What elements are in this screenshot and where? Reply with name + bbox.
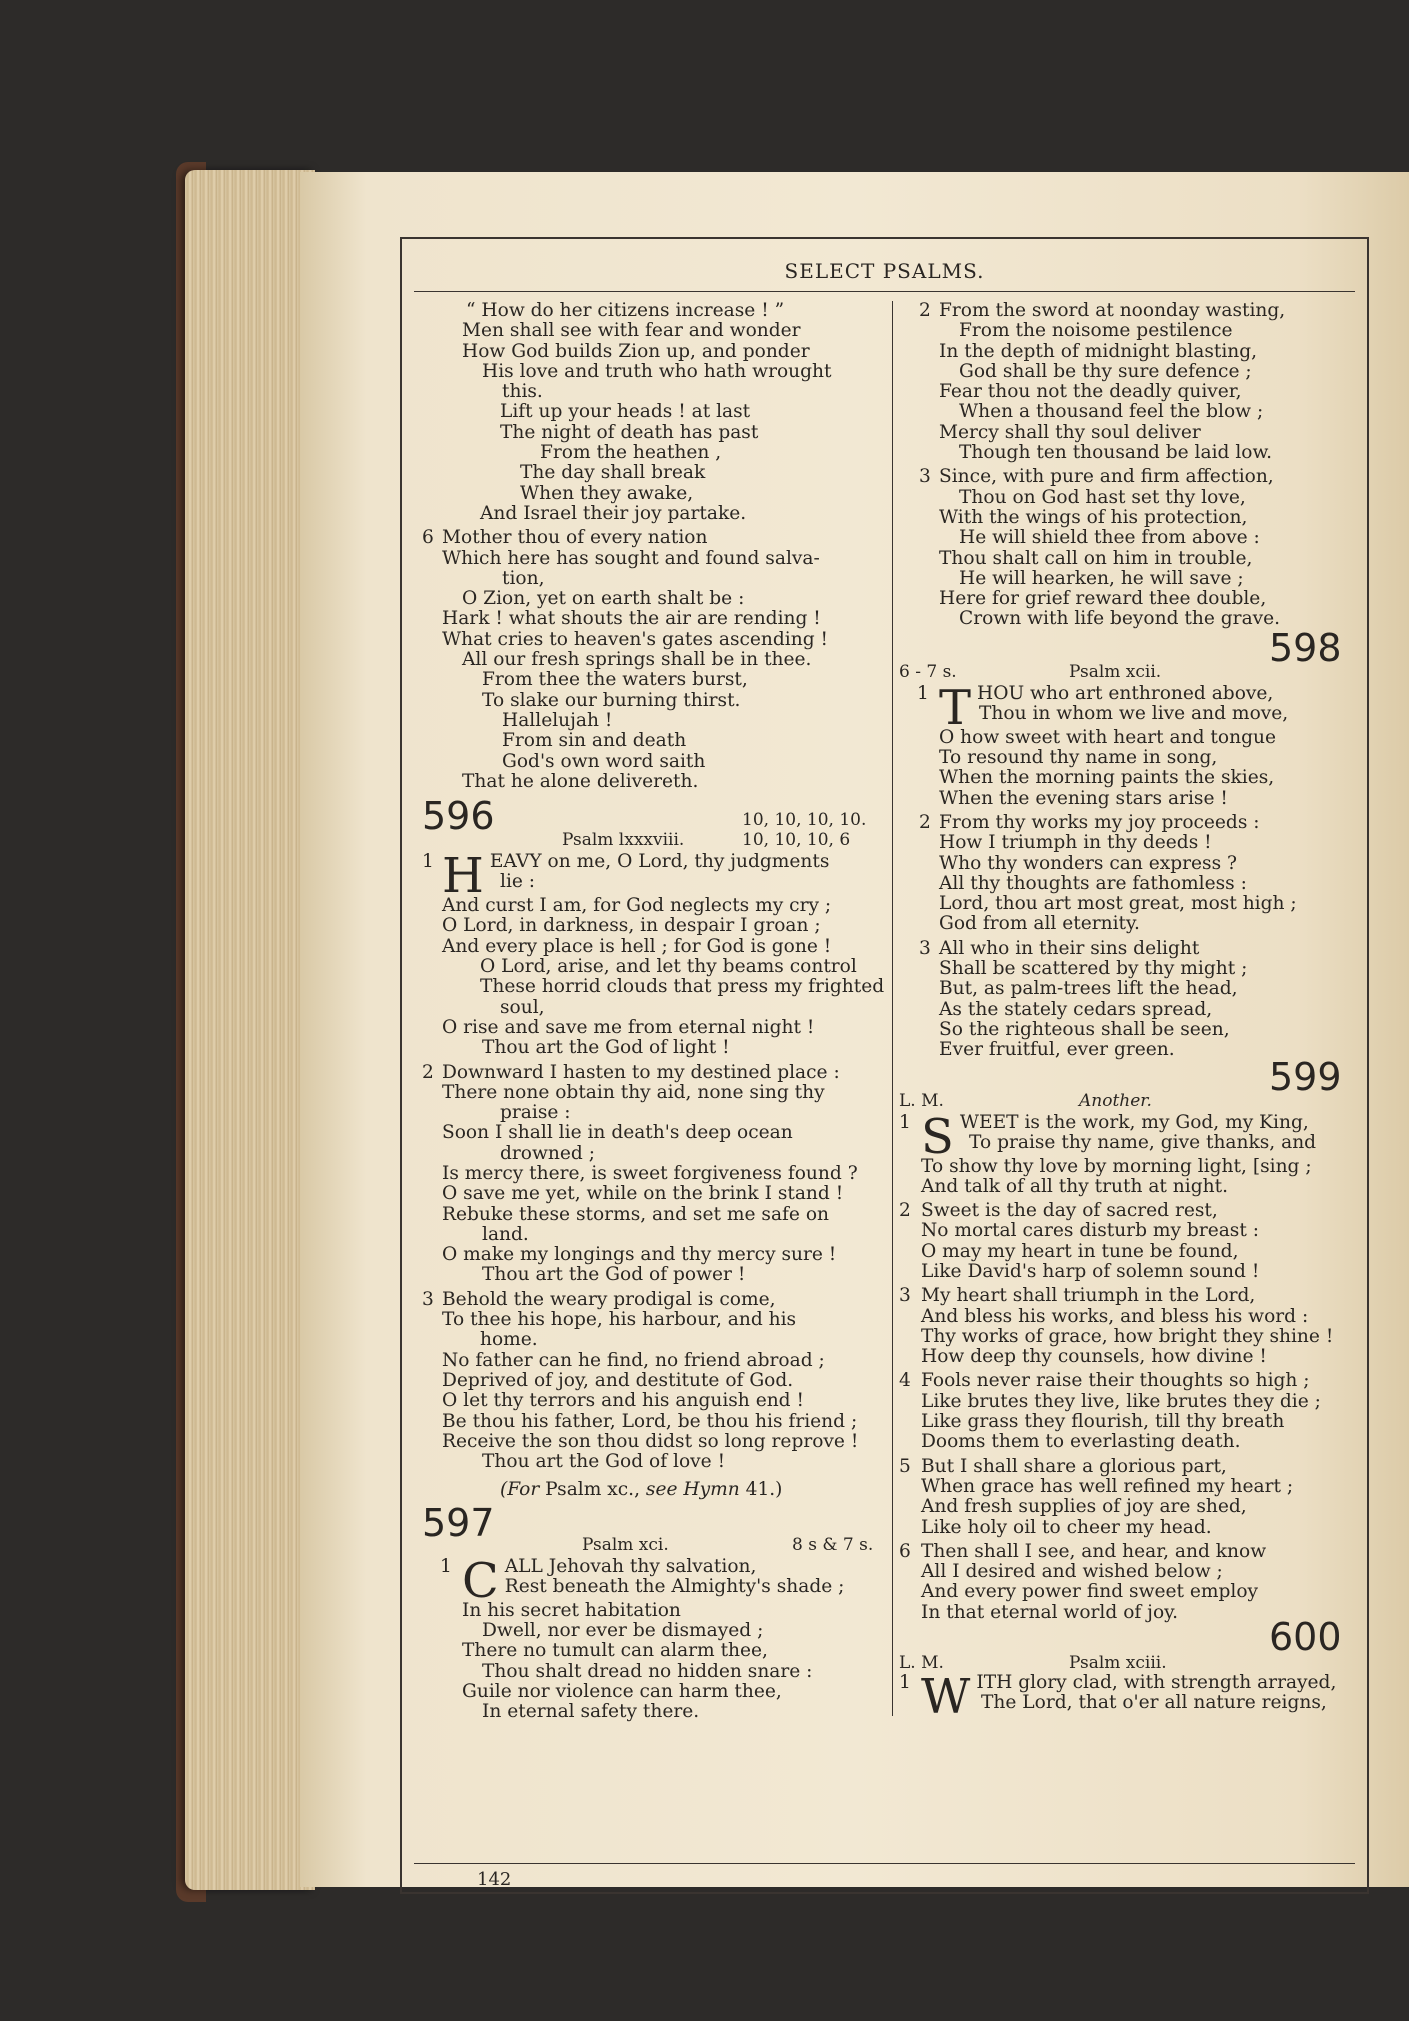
verse-line: O Zion, yet on earth shalt be :: [462, 588, 745, 610]
verse-line: lie :: [500, 871, 536, 893]
stanza-number: 3: [919, 937, 931, 959]
verse-line: Rebuke these storms, and set me safe on: [442, 1203, 830, 1225]
verse-line: His love and truth who hath wrought: [482, 360, 832, 382]
verse-line: But I shall share a glorious part,: [921, 1455, 1227, 1477]
verse-line: And Israel their joy partake.: [480, 502, 747, 524]
verse-line: From sin and death: [502, 730, 687, 752]
verse-line: Dooms them to everlasting death.: [921, 1431, 1241, 1453]
stanza-number: 3: [899, 1285, 911, 1307]
verse-line: ITH glory clad, with strength arrayed,: [976, 1672, 1337, 1694]
verse-line: God's own word saith: [502, 750, 706, 772]
verse-line: Though ten thousand be laid low.: [959, 442, 1273, 464]
stanza-number: 1: [899, 1111, 911, 1133]
stanza-number: 4: [899, 1370, 911, 1392]
verse-line: These horrid clouds that press my frighted: [480, 976, 885, 998]
drop-cap: T: [939, 679, 972, 736]
verse-line: In his secret habitation: [462, 1599, 681, 1621]
verse-line: To resound thy name in song,: [939, 747, 1218, 769]
verse-line: From the sword at noonday wasting,: [939, 300, 1286, 321]
stanza-number: 1: [422, 851, 434, 873]
verse-line: Dwell, nor ever be dismayed ;: [482, 1620, 764, 1642]
verse-line: WEET is the work, my God, my King,: [959, 1111, 1309, 1133]
right-column: [899, 300, 1354, 1726]
verse-line: When they awake,: [520, 482, 694, 504]
verse-line: All thy thoughts are fathomless :: [939, 872, 1247, 894]
continuation-lines: [422, 301, 884, 524]
verse-line: Is mercy there, is sweet forgiveness found ?: [442, 1162, 858, 1184]
verse-line: O Lord, arise, and let thy beams control: [480, 956, 857, 978]
stanza-6: [422, 528, 884, 792]
verse-line: From thy works my joy proceeds :: [939, 811, 1260, 833]
column-divider: [892, 301, 893, 1716]
hymn-number: 600: [1269, 1615, 1342, 1660]
verse-line: Like grass they flourish, till thy breath: [921, 1411, 1285, 1433]
verse-line: All our fresh springs shall be in thee.: [462, 649, 812, 671]
verse-line: Receive the son thou didst so long reprove !: [442, 1430, 859, 1452]
meter: 10, 10, 10, 6: [742, 830, 851, 851]
stanza-number: 1: [899, 1672, 911, 1694]
hymn-599-stanza-6: [899, 1542, 1354, 1623]
verse-line: What cries to heaven's gates ascending !: [442, 628, 828, 650]
stanza-number: 2: [919, 811, 931, 833]
verse-line: “ How do her citizens increase ! ”: [466, 300, 785, 321]
psalm-reference: Psalm xciii.: [1069, 1653, 1167, 1674]
verse-line: praise :: [500, 1102, 571, 1124]
verse-line: All I desired and wished below ;: [921, 1561, 1223, 1583]
verse-line: Thou art the God of power !: [482, 1264, 746, 1286]
verse-line: Thou art the God of light !: [482, 1037, 730, 1059]
verse-line: When grace has well refined my heart ;: [921, 1475, 1294, 1497]
hymn-596-heading: [422, 794, 884, 852]
verse-line: Then shall I see, and hear, and know: [921, 1540, 1267, 1562]
meter: L. M.: [899, 1653, 944, 1674]
meter: 6 - 7 s.: [899, 661, 957, 682]
verse-line: And bless his works, and bless his word :: [921, 1305, 1309, 1327]
verse-line: Behold the weary prodigal is come,: [442, 1288, 776, 1310]
verse-line: But, as palm-trees lift the head,: [939, 978, 1238, 1000]
meter: 8 s & 7 s.: [792, 1534, 874, 1555]
verse-line: The Lord, that o'er all nature reigns,: [981, 1692, 1327, 1714]
hymn-number: 599: [1269, 1054, 1342, 1099]
page-edges: [185, 170, 315, 1890]
verse-line: He will hearken, he will save ;: [959, 567, 1244, 589]
verse-line: Fools never raise their thoughts so high ;: [921, 1370, 1310, 1392]
verse-line: Sweet is the day of sacred rest,: [921, 1200, 1218, 1222]
verse-line: And curst I am, for God neglects my cry ;: [442, 895, 832, 917]
hymn-598-heading: [899, 625, 1354, 684]
hymn-597-heading: [422, 1500, 884, 1557]
verse-line: God shall be thy sure defence ;: [959, 360, 1252, 382]
verse-line: Mercy shall thy soul deliver: [939, 421, 1201, 443]
verse-line: And every place is hell ; for God is gone !: [442, 935, 832, 957]
verse-line: Ever fruitful, ever green.: [939, 1039, 1175, 1061]
stanza-number: 2: [422, 1061, 434, 1083]
verse-line: Here for grief reward thee double,: [939, 588, 1267, 610]
verse-line: Fear thou not the deadly quiver,: [939, 381, 1242, 403]
verse-line: Like brutes they live, like brutes they die ;: [921, 1390, 1321, 1412]
hymn-number: 598: [1269, 625, 1342, 670]
verse-line: Hallelujah !: [502, 709, 613, 731]
verse-line: EAVY on me, O Lord, thy judgments: [489, 851, 830, 873]
verse-line: That he alone delivereth.: [462, 770, 699, 792]
stanza-number: 1: [917, 682, 929, 704]
verse-line: And fresh supplies of joy are shed,: [921, 1496, 1247, 1518]
verse-line: My heart shall triumph in the Lord,: [921, 1285, 1256, 1307]
verse-line: To slake our burning thirst.: [482, 689, 741, 711]
verse-line: The night of death has past: [500, 421, 759, 443]
verse-line: O let thy terrors and his anguish end !: [442, 1390, 804, 1412]
verse-line: From the noisome pestilence: [959, 320, 1233, 342]
hymn-596-stanza-2: [422, 1063, 884, 1286]
verse-line: Shall be scattered by thy might ;: [939, 958, 1248, 980]
psalm-reference: Psalm xci.: [582, 1534, 669, 1555]
verse-line: Thou on God hast set thy love,: [959, 486, 1246, 508]
verse-line: drowned ;: [500, 1142, 595, 1164]
verse-line: There no tumult can alarm thee,: [462, 1640, 768, 1662]
stanza-number: 3: [422, 1288, 434, 1310]
drop-cap: S: [921, 1108, 954, 1165]
verse-line: ALL Jehovah thy salvation,: [504, 1555, 757, 1577]
verse-line: And talk of all thy truth at night.: [921, 1175, 1228, 1197]
verse-line: O how sweet with heart and tongue: [939, 726, 1276, 748]
verse-line: this.: [502, 381, 543, 403]
verse-line: soul,: [500, 996, 545, 1018]
stanza-number: 6: [422, 527, 434, 549]
hymn-599-heading: [899, 1054, 1354, 1113]
hymn-599-stanza-5: [899, 1457, 1354, 1538]
verse-line: In the depth of midnight blasting,: [939, 340, 1258, 362]
hymn-number: 597: [422, 1500, 495, 1545]
verse-line: Men shall see with fear and wonder: [462, 320, 801, 342]
verse-line: Deprived of joy, and destitute of God.: [442, 1369, 794, 1391]
page-frame: [400, 237, 1369, 1894]
verse-line: Lift up your heads ! at last: [500, 401, 751, 423]
page-number: 142: [477, 1869, 512, 1890]
verse-line: Be thou his father, Lord, be thou his friend ;: [442, 1410, 858, 1432]
stanza-number: 2: [919, 300, 931, 321]
hymn-596-stanza-3: [422, 1290, 884, 1473]
verse-line: Like holy oil to cheer my head.: [921, 1516, 1212, 1538]
verse-line: O make my longings and thy mercy sure !: [442, 1244, 837, 1266]
meter: 10, 10, 10, 10.: [742, 810, 867, 831]
verse-line: O Lord, in darkness, in despair I groan ;: [442, 915, 821, 937]
hymn-598-stanza-1: [899, 679, 1354, 809]
drop-cap: C: [462, 1552, 499, 1609]
hymn-597-stanza-1: [422, 1552, 884, 1723]
verse-line: The day shall break: [520, 462, 706, 484]
hymn-599-stanza-2: [899, 1201, 1354, 1282]
verse-line: And every power find sweet employ: [921, 1581, 1259, 1603]
running-header: SELECT PSALMS.: [784, 259, 985, 283]
stanza-number: 5: [899, 1455, 911, 1477]
verse-line: He will shield thee from above :: [959, 527, 1260, 549]
cross-reference-note: (For Psalm xc., see Hymn 41.): [500, 1479, 783, 1501]
hymn-599-stanza-1: [899, 1108, 1354, 1198]
hymn-597-stanza-3: [899, 467, 1354, 629]
drop-cap: H: [442, 848, 484, 905]
verse-line: So the righteous shall be seen,: [939, 1018, 1230, 1040]
verse-line: To thee his hope, his harbour, and his: [442, 1309, 797, 1331]
header-rule: [414, 291, 1355, 292]
verse-line: Which here has sought and found salva-: [442, 547, 820, 569]
verse-line: There none obtain thy aid, none sing thy: [442, 1081, 825, 1103]
verse-line: In eternal safety there.: [482, 1701, 700, 1723]
verse-line: To praise thy name, give thanks, and: [969, 1131, 1317, 1153]
hymn-598-stanza-3: [899, 939, 1354, 1061]
hymn-596-stanza-1: [422, 848, 885, 1059]
meter: L. M.: [899, 1090, 944, 1111]
verse-line: No father can he find, no friend abroad ;: [442, 1349, 825, 1371]
verse-line: Soon I shall lie in death's deep ocean: [442, 1122, 793, 1144]
hymn-number: 596: [422, 794, 495, 839]
stanza-number: 2: [899, 1200, 911, 1222]
verse-line: To show thy love by morning light, [sing ;: [921, 1155, 1312, 1177]
verse-line: O save me yet, while on the brink I stand !: [442, 1183, 844, 1205]
verse-line: O may my heart in tune be found,: [921, 1240, 1239, 1262]
verse-line: When the morning paints the skies,: [939, 767, 1275, 789]
stanza-number: 6: [899, 1540, 911, 1562]
verse-line: Hark ! what shouts the air are rending !: [442, 608, 821, 630]
verse-line: Downward I hasten to my destined place :: [442, 1061, 840, 1083]
verse-line: How deep thy counsels, how divine !: [921, 1346, 1267, 1368]
verse-line: As the stately cedars spread,: [939, 998, 1213, 1020]
verse-line: Thou shalt dread no hidden snare :: [482, 1660, 813, 1682]
hymn-599-stanza-4: [899, 1371, 1354, 1452]
verse-line: How I triumph in thy deeds !: [939, 832, 1212, 854]
verse-line: Thy works of grace, how bright they shine !: [921, 1325, 1334, 1347]
hymn-600-stanza-1: [899, 1669, 1354, 1726]
drop-cap: W: [921, 1669, 971, 1726]
verse-line: Lord, thou art most great, most high ;: [939, 893, 1297, 915]
verse-line: Thou art the God of love !: [482, 1451, 726, 1473]
verse-line: Thou in whom we live and move,: [979, 703, 1289, 725]
stanza-number: 3: [919, 466, 931, 488]
verse-line: All who in their sins delight: [939, 937, 1200, 959]
hymn-title: Another.: [1079, 1090, 1152, 1111]
verse-line: tion,: [502, 567, 545, 589]
verse-line: In that eternal world of joy.: [921, 1601, 1179, 1623]
verse-line: home.: [480, 1329, 538, 1351]
verse-line: With the wings of his protection,: [939, 506, 1248, 528]
left-column: [422, 301, 884, 1723]
verse-line: O rise and save me from eternal night !: [442, 1016, 815, 1038]
verse-line: God from all eternity.: [939, 913, 1140, 935]
stanza-number: 1: [440, 1555, 452, 1577]
hymn-600-heading: [899, 1615, 1354, 1674]
hymn-597-stanza-2: [899, 301, 1354, 463]
hymn-598-stanza-2: [899, 813, 1354, 935]
hymn-599-stanza-3: [899, 1286, 1354, 1367]
verse-line: Since, with pure and firm affection,: [939, 466, 1274, 488]
verse-line: No mortal cares disturb my breast :: [921, 1220, 1260, 1242]
verse-line: Mother thou of every nation: [442, 527, 708, 549]
verse-line: From the heathen ,: [540, 442, 722, 464]
verse-line: Like David's harp of solemn sound !: [921, 1260, 1260, 1282]
verse-line: When the evening stars arise !: [939, 787, 1228, 809]
psalm-reference: Psalm xcii.: [1069, 661, 1162, 682]
verse-line: How God builds Zion up, and ponder: [462, 340, 810, 362]
psalm-reference: Psalm lxxxviii.: [562, 830, 685, 851]
verse-line: HOU who art enthroned above,: [977, 682, 1274, 704]
verse-line: Guile nor violence can harm thee,: [462, 1680, 782, 1702]
verse-line: land.: [482, 1223, 529, 1245]
verse-line: When a thousand feel the blow ;: [959, 401, 1264, 423]
verse-line: Crown with life beyond the grave.: [959, 608, 1281, 630]
verse-line: From thee the waters burst,: [482, 669, 748, 691]
verse-line: Who thy wonders can express ?: [939, 852, 1238, 874]
verse-line: Rest beneath the Almighty's shade ;: [504, 1576, 845, 1598]
verse-line: Thou shalt call on him in trouble,: [939, 547, 1253, 569]
bottom-rule: [414, 1863, 1355, 1864]
